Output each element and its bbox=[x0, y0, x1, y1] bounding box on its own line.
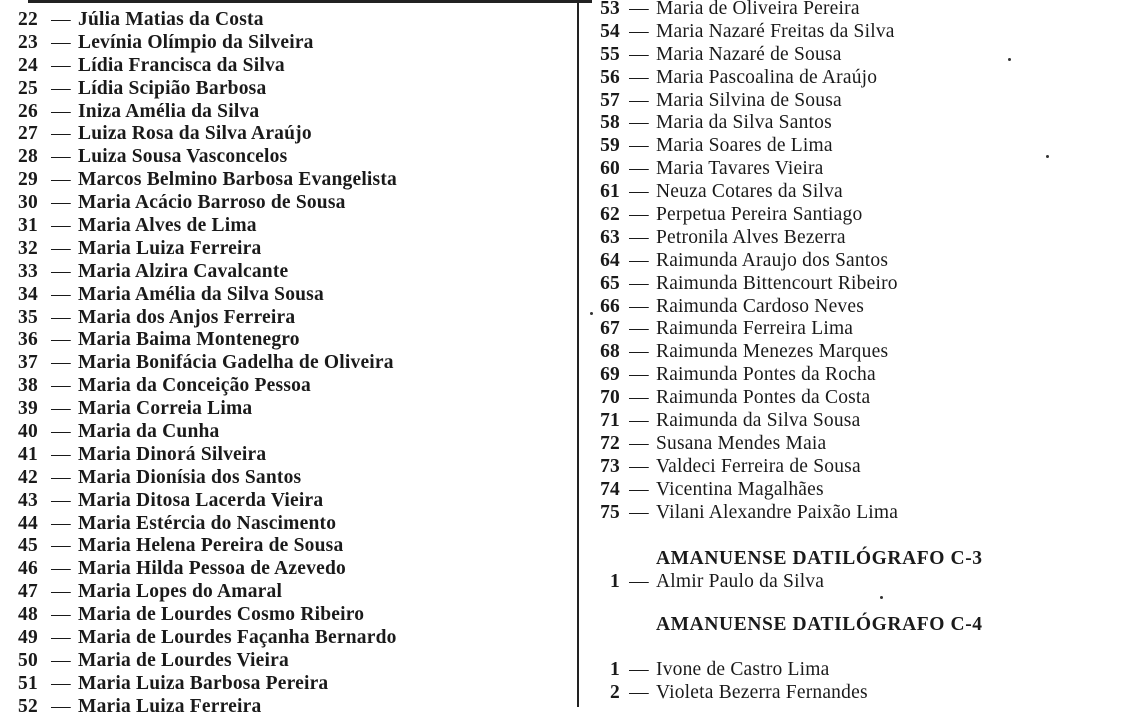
entry-name: Raimunda Bittencourt Ribeiro bbox=[656, 272, 898, 294]
entry-name: Vicentina Magalhães bbox=[656, 478, 824, 500]
entry-dash: — bbox=[51, 192, 71, 214]
entry-dash: — bbox=[629, 112, 649, 134]
entry-dash: — bbox=[51, 535, 71, 557]
entry-name: Marcos Belmino Barbosa Evangelista bbox=[78, 169, 397, 191]
entry-name: Petronila Alves Bezerra bbox=[656, 226, 846, 248]
entry-dash: — bbox=[629, 135, 649, 157]
entry-number: 27 bbox=[18, 123, 38, 145]
list-entry bbox=[18, 55, 558, 78]
entry-number: 73 bbox=[600, 455, 620, 477]
list-entry bbox=[18, 32, 558, 55]
entry-number: 2 bbox=[610, 682, 620, 704]
list-entry bbox=[592, 682, 1112, 705]
entry-name: Vilani Alexandre Paixão Lima bbox=[656, 501, 899, 523]
entry-dash: — bbox=[51, 375, 71, 397]
list-entry bbox=[592, 135, 1112, 158]
entry-dash: — bbox=[51, 421, 71, 443]
entry-name: Luiza Rosa da Silva Araújo bbox=[78, 123, 312, 145]
entry-dash: — bbox=[51, 627, 71, 649]
entry-number: 63 bbox=[600, 226, 620, 248]
entry-dash: — bbox=[51, 581, 71, 603]
list-entry bbox=[592, 296, 1112, 319]
entry-dash: — bbox=[51, 31, 71, 53]
list-entry bbox=[18, 78, 558, 101]
list-entry bbox=[592, 181, 1112, 204]
entry-name: Lídia Scipião Barbosa bbox=[78, 77, 267, 99]
entry-name: Maria Nazaré Freitas da Silva bbox=[656, 20, 895, 42]
entry-name: Maria Bonifácia Gadelha de Oliveira bbox=[78, 352, 394, 374]
entry-number: 38 bbox=[18, 375, 38, 397]
right-column bbox=[592, 0, 1112, 705]
entry-name: Maria Luiza Barbosa Pereira bbox=[78, 672, 329, 694]
entry-name: Maria da Conceição Pessoa bbox=[78, 375, 312, 397]
entry-name: Maria Ditosa Lacerda Vieira bbox=[78, 489, 324, 511]
list-entry bbox=[592, 341, 1112, 364]
entry-dash: — bbox=[51, 237, 71, 259]
entry-number: 68 bbox=[600, 341, 620, 363]
entry-dash: — bbox=[51, 558, 71, 580]
list-entry bbox=[18, 535, 558, 558]
entry-number: 29 bbox=[18, 169, 38, 191]
entry-number: 60 bbox=[600, 158, 620, 180]
list-entry bbox=[18, 169, 558, 192]
entry-number: 62 bbox=[600, 204, 620, 226]
entry-number: 30 bbox=[18, 192, 38, 214]
entry-name: Maria de Oliveira Pereira bbox=[656, 0, 860, 19]
entry-name: Júlia Matias da Costa bbox=[78, 9, 264, 30]
entry-number: 31 bbox=[18, 215, 38, 237]
entry-number: 72 bbox=[600, 432, 620, 454]
entry-number: 65 bbox=[600, 272, 620, 294]
left-column bbox=[18, 9, 558, 719]
entry-name: Maria de Lourdes Vieira bbox=[78, 649, 289, 671]
entry-name: Perpetua Pereira Santiago bbox=[656, 204, 863, 226]
entry-dash: — bbox=[51, 260, 71, 282]
entry-name: Maria Amélia da Silva Sousa bbox=[78, 283, 324, 305]
entry-number: 42 bbox=[18, 466, 38, 488]
entry-name: Maria Silvina de Sousa bbox=[656, 89, 842, 111]
entry-dash: — bbox=[629, 387, 649, 409]
print-speck bbox=[1046, 155, 1049, 158]
list-entry bbox=[18, 558, 558, 581]
list-entry bbox=[592, 0, 1112, 21]
entry-name: Raimunda Menezes Marques bbox=[656, 341, 889, 363]
entry-dash: — bbox=[51, 443, 71, 465]
list-entry bbox=[592, 250, 1112, 273]
entry-name: Maria Nazaré de Sousa bbox=[656, 43, 842, 65]
entry-dash: — bbox=[629, 341, 649, 363]
list-entry bbox=[18, 627, 558, 650]
entry-number: 24 bbox=[18, 54, 38, 76]
list-entry bbox=[592, 112, 1112, 135]
entry-dash: — bbox=[629, 659, 649, 681]
entry-dash: — bbox=[629, 272, 649, 294]
entry-name: Maria Alves de Lima bbox=[78, 215, 257, 237]
list-entry bbox=[592, 433, 1112, 456]
entry-name: Maria Luiza Ferreira bbox=[78, 695, 262, 717]
entry-dash: — bbox=[51, 489, 71, 511]
entry-number: 57 bbox=[600, 89, 620, 111]
entry-name: Raimunda Pontes da Rocha bbox=[656, 364, 876, 386]
entry-number: 67 bbox=[600, 318, 620, 340]
list-entry bbox=[18, 490, 558, 513]
entry-dash: — bbox=[629, 364, 649, 386]
entry-number: 74 bbox=[600, 478, 620, 500]
entry-dash: — bbox=[51, 512, 71, 534]
right-main-list bbox=[592, 0, 1112, 524]
entry-name: Luiza Sousa Vasconcelos bbox=[78, 146, 288, 168]
list-entry bbox=[592, 158, 1112, 181]
list-entry bbox=[18, 398, 558, 421]
entry-number: 48 bbox=[18, 604, 38, 626]
list-entry bbox=[592, 479, 1112, 502]
spacer bbox=[592, 637, 1112, 659]
entry-name: Maria Dionísia dos Santos bbox=[78, 466, 302, 488]
top-rule bbox=[28, 0, 592, 3]
list-entry bbox=[592, 227, 1112, 250]
entry-dash: — bbox=[629, 181, 649, 203]
entry-number: 53 bbox=[600, 0, 620, 19]
list-entry bbox=[18, 261, 558, 284]
entry-dash: — bbox=[51, 604, 71, 626]
entry-name: Maria Luiza Ferreira bbox=[78, 237, 262, 259]
list-entry bbox=[18, 9, 558, 32]
entry-name: Maria Soares de Lima bbox=[656, 135, 833, 157]
entry-name: Susana Mendes Maia bbox=[656, 432, 827, 454]
entry-name: Raimunda da Silva Sousa bbox=[656, 410, 861, 432]
entry-number: 66 bbox=[600, 295, 620, 317]
entry-number: 46 bbox=[18, 558, 38, 580]
list-entry bbox=[592, 456, 1112, 479]
entry-dash: — bbox=[629, 66, 649, 88]
entry-name: Maria Alzira Cavalcante bbox=[78, 260, 289, 282]
entry-name: Valdeci Ferreira de Sousa bbox=[656, 455, 861, 477]
entry-dash: — bbox=[51, 283, 71, 305]
entry-number: 34 bbox=[18, 283, 38, 305]
entry-name: Maria Hilda Pessoa de Azevedo bbox=[78, 558, 346, 580]
list-entry bbox=[18, 421, 558, 444]
entry-name: Maria Acácio Barroso de Sousa bbox=[78, 192, 346, 214]
entry-number: 61 bbox=[600, 181, 620, 203]
entry-number: 32 bbox=[18, 237, 38, 259]
list-entry bbox=[592, 21, 1112, 44]
entry-dash: — bbox=[629, 455, 649, 477]
print-speck bbox=[1008, 58, 1011, 61]
entry-dash: — bbox=[51, 169, 71, 191]
entry-name: Raimunda Araujo dos Santos bbox=[656, 249, 889, 271]
entry-number: 52 bbox=[18, 695, 38, 717]
list-entry bbox=[18, 673, 558, 696]
entry-name: Violeta Bezerra Fernandes bbox=[656, 682, 868, 704]
entry-name: Maria Baima Montenegro bbox=[78, 329, 300, 351]
entry-dash: — bbox=[51, 215, 71, 237]
entry-name: Maria Pascoalina de Araújo bbox=[656, 66, 878, 88]
entry-dash: — bbox=[51, 649, 71, 671]
list-entry bbox=[18, 146, 558, 169]
entry-number: 45 bbox=[18, 535, 38, 557]
entry-dash: — bbox=[629, 571, 649, 593]
entry-name: Raimunda Cardoso Neves bbox=[656, 295, 865, 317]
entry-number: 40 bbox=[18, 421, 38, 443]
entry-name: Maria Correia Lima bbox=[78, 398, 253, 420]
list-entry bbox=[592, 67, 1112, 90]
print-speck bbox=[880, 596, 883, 599]
entry-number: 25 bbox=[18, 77, 38, 99]
entry-number: 58 bbox=[600, 112, 620, 134]
list-entry bbox=[18, 192, 558, 215]
entry-number: 23 bbox=[18, 31, 38, 53]
entry-number: 64 bbox=[600, 249, 620, 271]
entry-dash: — bbox=[51, 77, 71, 99]
entry-number: 71 bbox=[600, 410, 620, 432]
entry-dash: — bbox=[629, 295, 649, 317]
entry-dash: — bbox=[51, 306, 71, 328]
entry-name: Maria Dinorá Silveira bbox=[78, 443, 267, 465]
entry-dash: — bbox=[51, 695, 71, 717]
entry-number: 36 bbox=[18, 329, 38, 351]
entry-number: 33 bbox=[18, 260, 38, 282]
list-entry bbox=[18, 513, 558, 536]
entry-number: 1 bbox=[610, 659, 620, 681]
section-c3-list bbox=[592, 571, 1112, 594]
entry-number: 51 bbox=[18, 672, 38, 694]
entry-number: 39 bbox=[18, 398, 38, 420]
entry-number: 75 bbox=[600, 501, 620, 523]
list-entry bbox=[592, 44, 1112, 67]
spacer bbox=[592, 594, 1112, 614]
entry-name: Raimunda Ferreira Lima bbox=[656, 318, 854, 340]
list-entry bbox=[18, 238, 558, 261]
list-entry bbox=[18, 123, 558, 146]
entry-number: 28 bbox=[18, 146, 38, 168]
entry-dash: — bbox=[51, 466, 71, 488]
entry-name: Raimunda Pontes da Costa bbox=[656, 387, 871, 409]
column-divider bbox=[577, 0, 579, 707]
entry-name: Maria de Lourdes Cosmo Ribeiro bbox=[78, 604, 365, 626]
list-entry bbox=[592, 318, 1112, 341]
list-entry bbox=[592, 273, 1112, 296]
entry-number: 54 bbox=[600, 20, 620, 42]
entry-name: Lídia Francisca da Silva bbox=[78, 54, 285, 76]
entry-dash: — bbox=[51, 100, 71, 122]
list-entry bbox=[592, 502, 1112, 525]
list-entry bbox=[18, 101, 558, 124]
entry-number: 49 bbox=[18, 627, 38, 649]
entry-dash: — bbox=[629, 478, 649, 500]
section-heading-c4: AMANUENSE DATILÓGRAFO C-4 bbox=[656, 614, 983, 636]
entry-dash: — bbox=[629, 226, 649, 248]
list-entry bbox=[18, 581, 558, 604]
entry-name: Maria Helena Pereira de Sousa bbox=[78, 535, 344, 557]
entry-name: Maria Estércia do Nascimento bbox=[78, 512, 337, 534]
list-entry bbox=[18, 284, 558, 307]
entry-dash: — bbox=[629, 43, 649, 65]
entry-number: 41 bbox=[18, 443, 38, 465]
list-entry bbox=[18, 467, 558, 490]
entry-number: 59 bbox=[600, 135, 620, 157]
entry-number: 37 bbox=[18, 352, 38, 374]
entry-dash: — bbox=[629, 501, 649, 523]
list-entry bbox=[592, 387, 1112, 410]
entry-number: 55 bbox=[600, 43, 620, 65]
entry-number: 43 bbox=[18, 489, 38, 511]
entry-number: 44 bbox=[18, 512, 38, 534]
list-entry bbox=[592, 90, 1112, 113]
list-entry bbox=[18, 215, 558, 238]
entry-name: Maria de Lourdes Façanha Bernardo bbox=[78, 627, 397, 649]
entry-name: Maria Tavares Vieira bbox=[656, 158, 824, 180]
section-c4-list bbox=[592, 659, 1112, 705]
entry-name: Iniza Amélia da Silva bbox=[78, 100, 260, 122]
entry-number: 1 bbox=[610, 571, 620, 593]
spacer bbox=[592, 524, 1112, 548]
list-entry bbox=[592, 410, 1112, 433]
entry-number: 47 bbox=[18, 581, 38, 603]
entry-dash: — bbox=[51, 329, 71, 351]
list-entry bbox=[18, 352, 558, 375]
entry-name: Ivone de Castro Lima bbox=[656, 659, 830, 681]
entry-number: 22 bbox=[18, 9, 38, 30]
entry-dash: — bbox=[629, 20, 649, 42]
list-entry bbox=[18, 307, 558, 330]
entry-dash: — bbox=[629, 318, 649, 340]
list-entry bbox=[18, 696, 558, 719]
section-heading-c3: AMANUENSE DATILÓGRAFO C-3 bbox=[656, 548, 983, 570]
print-speck bbox=[590, 312, 593, 315]
entry-name: Levínia Olímpio da Silveira bbox=[78, 31, 314, 53]
entry-dash: — bbox=[51, 54, 71, 76]
entry-dash: — bbox=[629, 432, 649, 454]
list-entry bbox=[18, 650, 558, 673]
entry-dash: — bbox=[629, 682, 649, 704]
list-entry bbox=[592, 571, 1112, 594]
entry-dash: — bbox=[629, 158, 649, 180]
entry-number: 26 bbox=[18, 100, 38, 122]
list-entry bbox=[18, 444, 558, 467]
entry-number: 35 bbox=[18, 306, 38, 328]
entry-number: 56 bbox=[600, 66, 620, 88]
entry-dash: — bbox=[51, 123, 71, 145]
list-entry bbox=[18, 375, 558, 398]
list-entry bbox=[592, 364, 1112, 387]
list-entry bbox=[18, 604, 558, 627]
entry-dash: — bbox=[51, 672, 71, 694]
entry-dash: — bbox=[51, 146, 71, 168]
entry-name: Almir Paulo da Silva bbox=[656, 571, 825, 593]
entry-dash: — bbox=[629, 0, 649, 19]
entry-number: 50 bbox=[18, 649, 38, 671]
entry-dash: — bbox=[51, 352, 71, 374]
entry-name: Maria da Silva Santos bbox=[656, 112, 832, 134]
entry-name: Maria Lopes do Amaral bbox=[78, 581, 283, 603]
list-entry bbox=[592, 659, 1112, 682]
list-entry bbox=[592, 204, 1112, 227]
entry-dash: — bbox=[629, 410, 649, 432]
entry-dash: — bbox=[629, 249, 649, 271]
entry-name: Neuza Cotares da Silva bbox=[656, 181, 843, 203]
entry-dash: — bbox=[629, 89, 649, 111]
entry-dash: — bbox=[51, 398, 71, 420]
entry-dash: — bbox=[629, 204, 649, 226]
entry-name: Maria da Cunha bbox=[78, 421, 220, 443]
entry-number: 69 bbox=[600, 364, 620, 386]
entry-number: 70 bbox=[600, 387, 620, 409]
entry-name: Maria dos Anjos Ferreira bbox=[78, 306, 296, 328]
list-entry bbox=[18, 329, 558, 352]
entry-dash: — bbox=[51, 9, 71, 30]
